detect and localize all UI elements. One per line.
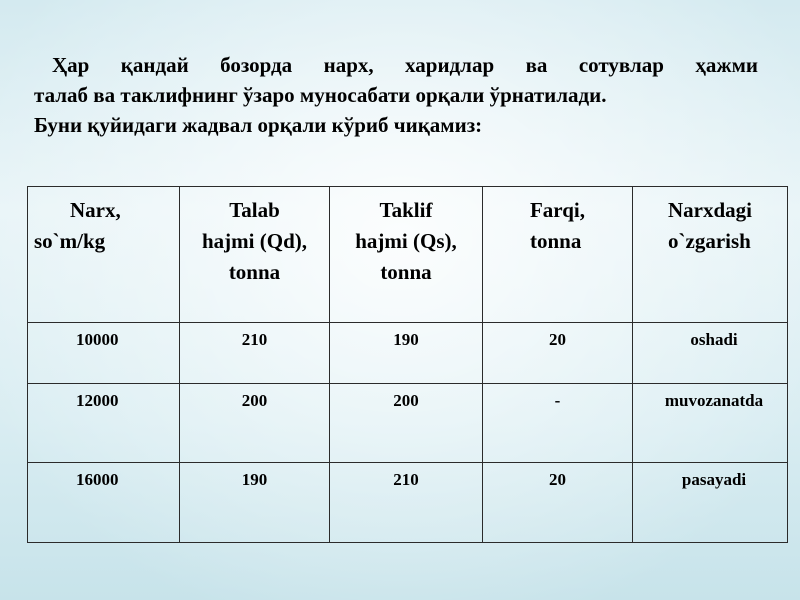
cell-supply: 200	[330, 384, 483, 463]
header-difference	[483, 187, 633, 323]
cell-change: oshadi	[633, 323, 788, 384]
cell-change: pasayadi	[633, 463, 788, 543]
table-row	[28, 463, 788, 543]
header-price-label: Narx, so`m/kg	[34, 198, 121, 253]
header-change	[633, 187, 788, 323]
cell-demand: 200	[180, 384, 330, 463]
cell-difference: -	[483, 384, 633, 463]
header-supply	[330, 187, 483, 323]
cell-supply: 190	[330, 323, 483, 384]
header-supply-label: Taklif hajmi (Qs), tonna	[355, 198, 457, 284]
cell-price: 12000	[28, 384, 180, 463]
cell-price: 10000	[28, 323, 180, 384]
table-row	[28, 323, 788, 384]
cell-change: muvozanatda	[633, 384, 788, 463]
header-difference-label: Farqi, tonna	[529, 198, 586, 253]
header-demand-label: Talab hajmi (Qd), tonna	[202, 198, 307, 284]
intro-line-2: талаб ва таклифнинг ўзаро муносабати орқали ўрнатилади.	[34, 83, 607, 107]
table-header-row	[28, 187, 788, 323]
table-row	[28, 384, 788, 463]
cell-demand: 190	[180, 463, 330, 543]
intro-line-1: Ҳар қандай бозорда нарх, харидлар ва сотувлар ҳажми	[52, 53, 758, 77]
cell-price: 16000	[28, 463, 180, 543]
cell-difference: 20	[483, 323, 633, 384]
header-price	[28, 187, 180, 323]
intro-line-3: Буни қуйидаги жадвал орқали кўриб чиқамиз:	[34, 113, 483, 137]
cell-supply: 210	[330, 463, 483, 543]
intro-paragraph	[34, 50, 758, 140]
price-table	[27, 186, 788, 543]
header-demand	[180, 187, 330, 323]
cell-difference: 20	[483, 463, 633, 543]
header-change-label: Narxdagi o`zgarish	[668, 198, 752, 253]
cell-demand: 210	[180, 323, 330, 384]
